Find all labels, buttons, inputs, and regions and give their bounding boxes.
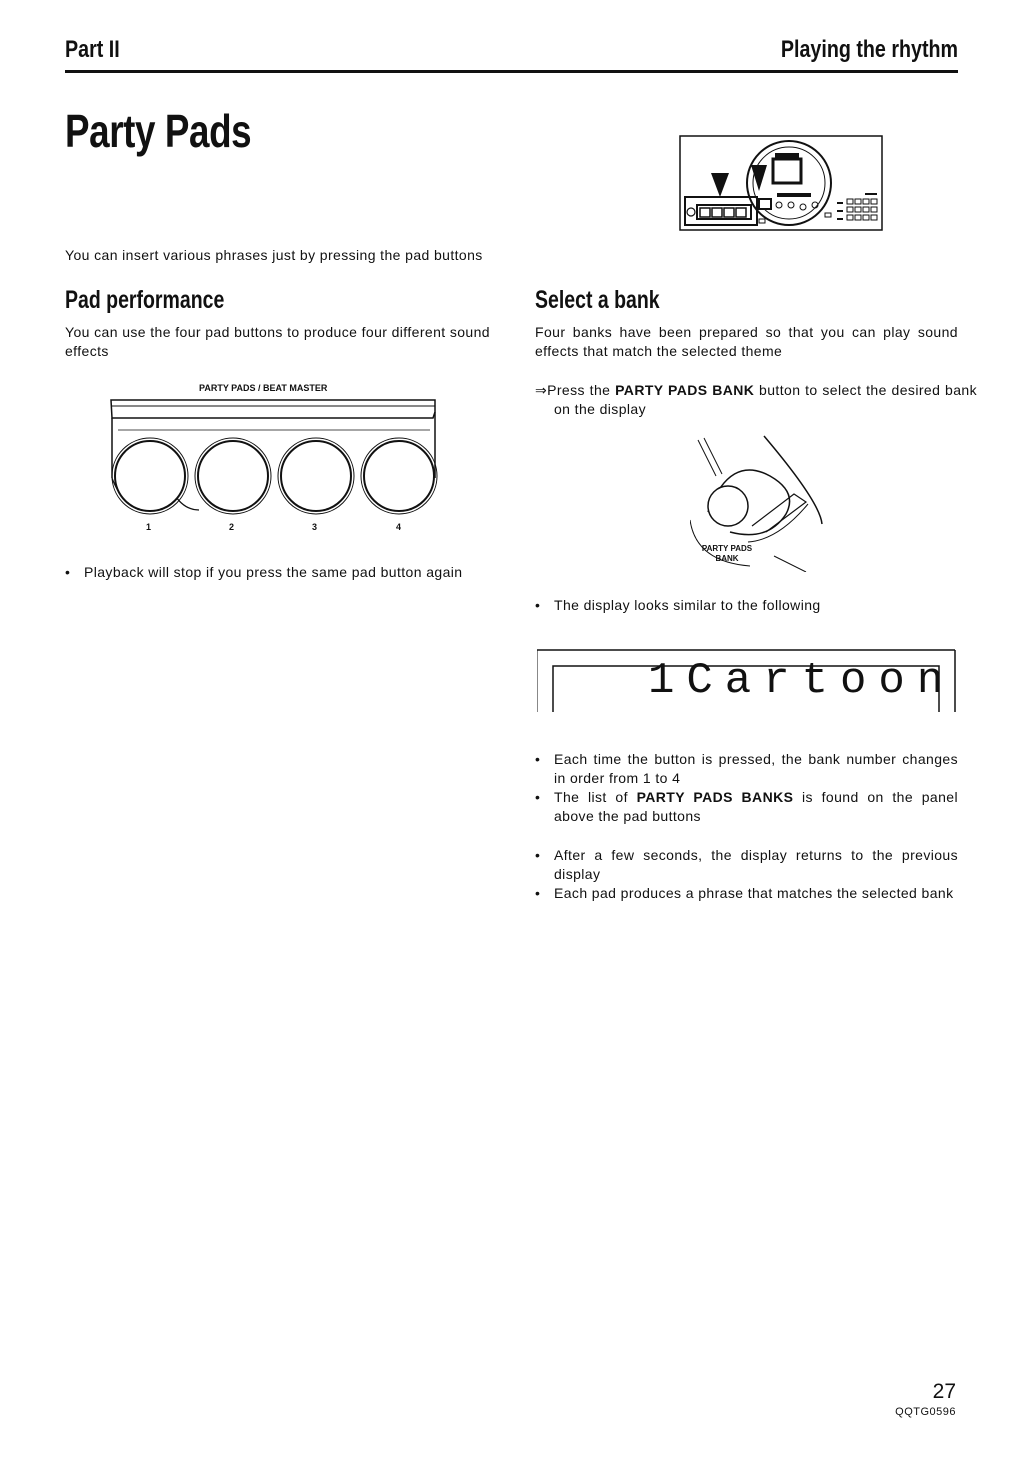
list-item: • Each pad produces a phrase that matches the selected bank bbox=[535, 884, 958, 903]
pad-number-3: 3 bbox=[312, 522, 318, 532]
pad-4-button[interactable] bbox=[364, 441, 434, 511]
pad-2-button[interactable] bbox=[198, 441, 268, 511]
pad-3-button[interactable] bbox=[281, 441, 351, 511]
pad-performance-heading: Pad performance bbox=[65, 286, 225, 314]
header-rule bbox=[65, 70, 958, 73]
intro-text: You can insert various phrases just by pressing the pad buttons bbox=[65, 247, 483, 263]
page-title: Party Pads bbox=[65, 105, 252, 157]
list-item: • After a few seconds, the display returns to the previous display bbox=[535, 846, 958, 884]
list-item: • The list of PARTY PADS BANKS is found on the panel above the pad buttons bbox=[535, 788, 958, 826]
list-item: • Playback will stop if you press the same pad button again bbox=[65, 563, 490, 582]
pad-number-1: 1 bbox=[146, 522, 152, 532]
select-bank-body: Four banks have been prepared so that you can play sound effects that match the selected theme bbox=[535, 324, 958, 359]
list-item: • Each time the button is pressed, the bank number changes in order from 1 to 4 bbox=[535, 750, 958, 788]
device-panel-illustration bbox=[679, 135, 883, 231]
party-pads-bank-term: PARTY PADS BANK bbox=[615, 382, 755, 398]
bank-notes-2 bbox=[535, 846, 958, 903]
list-item: • The display looks similar to the following bbox=[535, 596, 958, 615]
select-bank-step: ⇒Press the PARTY PADS BANK button to select the desired bank on the display bbox=[535, 382, 977, 417]
party-pads-bank-button[interactable] bbox=[708, 486, 748, 526]
pad-number-4: 4 bbox=[396, 522, 402, 532]
bank-display-text: 1Cartoon bbox=[648, 656, 956, 706]
pad-number-2: 2 bbox=[229, 522, 235, 532]
document-code: QQTG0596 bbox=[895, 1406, 956, 1418]
pads-figure bbox=[104, 398, 444, 538]
section-label: Playing the rhythm bbox=[780, 36, 958, 63]
pad-performance-notes bbox=[65, 563, 490, 582]
select-bank-heading: Select a bank bbox=[535, 286, 660, 314]
part-label: Part II bbox=[65, 36, 120, 63]
pad-performance-body: You can use the four pad buttons to produce four different sound effects bbox=[65, 324, 490, 359]
pad-1-button[interactable] bbox=[115, 441, 185, 511]
page-number: 27 bbox=[932, 1380, 956, 1403]
bank-notes bbox=[535, 750, 958, 826]
display-note-list bbox=[535, 596, 958, 615]
bank-button-label: PARTY PADS BANK bbox=[701, 544, 753, 563]
pads-figure-label: PARTY PADS / BEAT MASTER bbox=[199, 383, 328, 393]
